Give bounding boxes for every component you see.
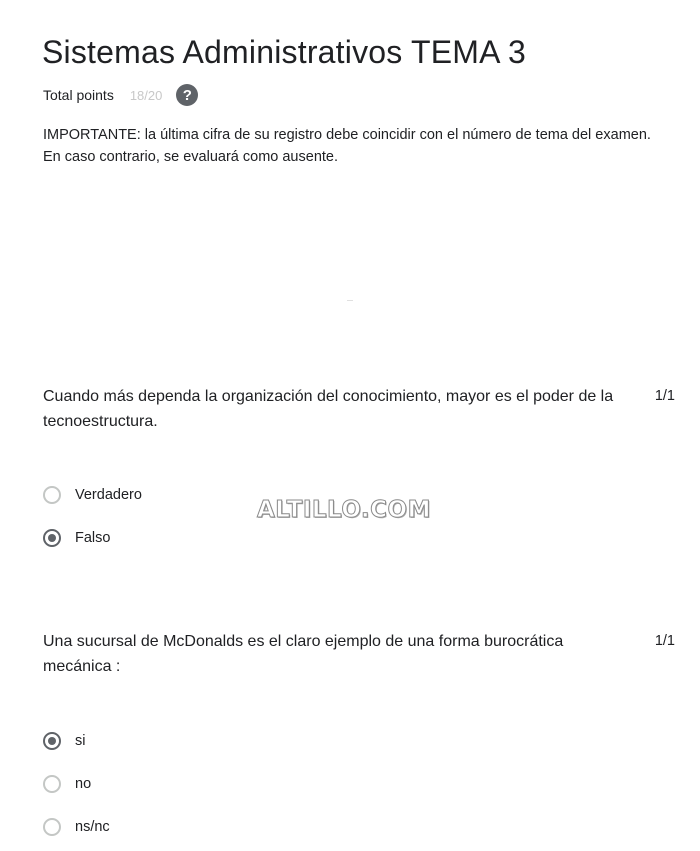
option-label: Falso <box>75 529 111 546</box>
question-1-text: Cuando más dependa la organización del conocimiento, mayor es el poder de la tecnoestructura. <box>43 388 614 430</box>
option-label: si <box>75 732 86 749</box>
question-2 <box>43 629 683 848</box>
help-icon[interactable]: ? <box>176 84 198 106</box>
option-label: no <box>75 775 92 792</box>
option-si[interactable] <box>43 719 683 762</box>
question-1-points: 1/1 <box>654 388 675 404</box>
total-points-label: Total points <box>43 87 114 103</box>
watermark: ALTILLO.COM <box>257 497 431 523</box>
radio-button[interactable] <box>43 529 61 547</box>
question-2-text: Una sucursal de McDonalds es el claro ejemplo de una forma burocrática mecánica : <box>43 633 564 675</box>
question-2-points: 1/1 <box>654 633 675 649</box>
option-ns-nc[interactable] <box>43 805 683 848</box>
form-title: Sistemas Administrativos TEMA 3 <box>42 34 526 70</box>
option-label: ns/nc <box>75 818 110 835</box>
total-points-value: 18/20 <box>129 87 163 103</box>
radio-button[interactable] <box>43 732 61 750</box>
total-points-row <box>43 84 198 106</box>
question-1 <box>43 384 683 559</box>
radio-button[interactable] <box>43 818 61 836</box>
radio-button[interactable] <box>43 486 61 504</box>
option-no[interactable] <box>43 762 683 805</box>
radio-button[interactable] <box>43 775 61 793</box>
image-placeholder <box>347 300 353 301</box>
option-label: Verdadero <box>75 486 142 503</box>
form-description: IMPORTANTE: la última cifra de su registro debe coincidir con el número de tema del examen. En caso contrario, se evaluará como ausente. <box>43 127 651 165</box>
